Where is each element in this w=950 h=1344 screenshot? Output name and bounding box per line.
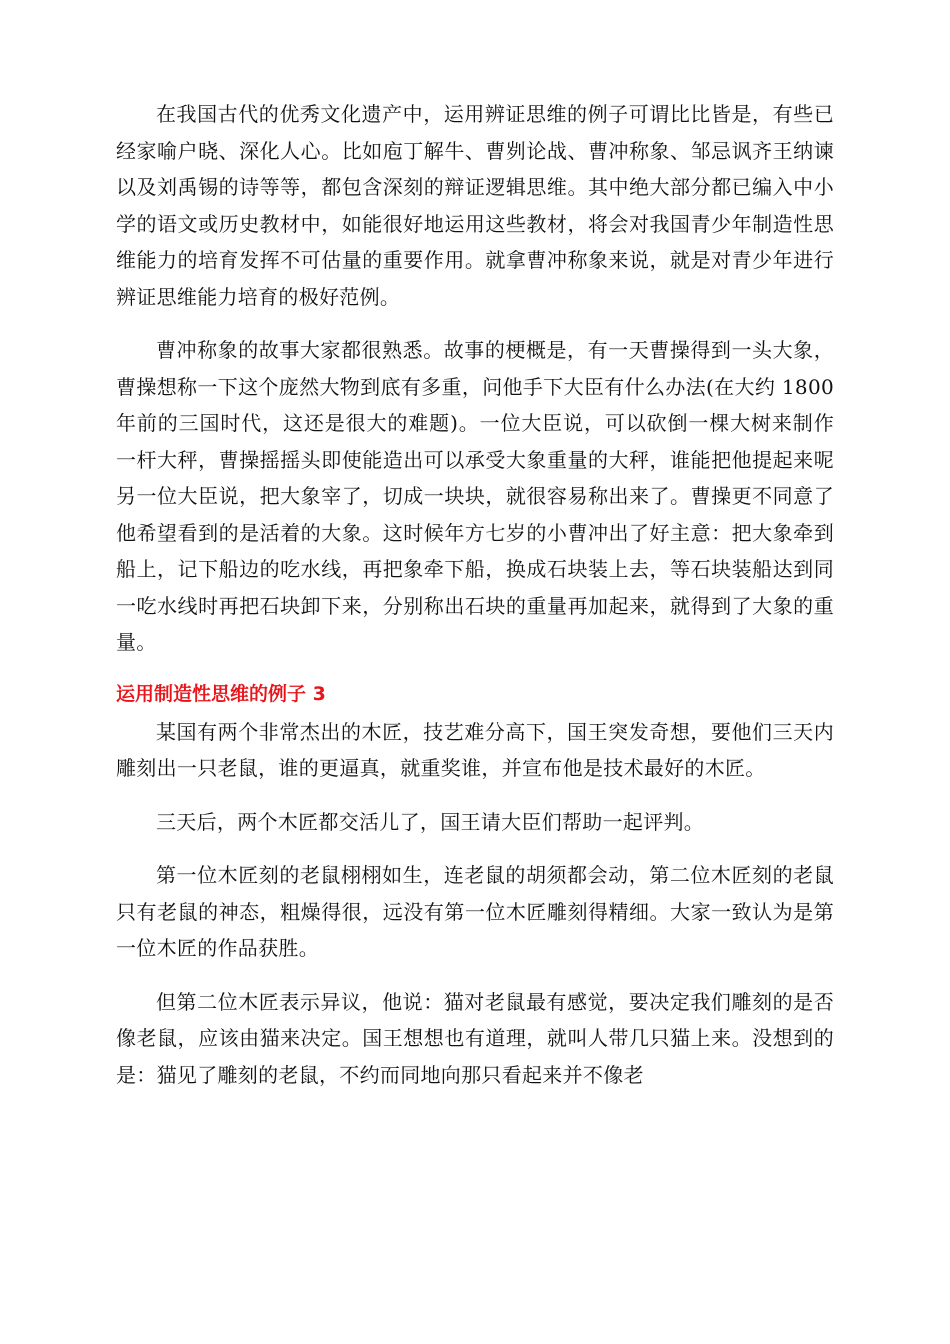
document-page	[116, 96, 834, 1110]
paragraph-cao-chong-story: 曹冲称象的故事大家都很熟悉。故事的梗概是，有一天曹操得到一头大象，曹操想称一下这个庞然大物到底有多重，问他手下大臣有什么办法(在大约 1800 年前的三国时代，这还是很大的难题)。一位大臣说，可以砍倒一棵大树来制作一杆大秤，曹操摇摇头即使能造出可以承受大象重量的大秤，谁能把他提起来呢另一位大臣说，把大象宰了，切成一块块，就很容易称出来了。曹操更不同意了他希望看到的是活着的大象。这时候年方七岁的小曹冲出了好主意：把大象牵到船上，记下船边的吃水线，再把象牵下船，换成石块装上去，等石块装船达到同一吃水线时再把石块卸下来，分别称出石块的重量再加起来，就得到了大象的重量。	[116, 338, 834, 654]
paragraph-second-carpenter: 但第二位木匠表示异议，他说：猫对老鼠最有感觉，要决定我们雕刻的是否像老鼠，应该由猫来决定。国王想想也有道理，就叫人带几只猫上来。没想到的是：猫见了雕刻的老鼠，不约而同地向那只看起来并不像老	[116, 989, 834, 1087]
paragraph-first-carpenter: 第一位木匠刻的老鼠栩栩如生，连老鼠的胡须都会动，第二位木匠刻的老鼠只有老鼠的神态，粗燥得很，远没有第一位木匠雕刻得精细。大家一致认为是第一位木匠的作品获胜。	[116, 863, 834, 960]
paragraph-carpenters: 某国有两个非常杰出的木匠，技艺难分高下，国王突发奇想，要他们三天内雕刻出一只老鼠，谁的更逼真，就重奖谁，并宣布他是技术最好的木匠。	[116, 719, 834, 780]
paragraph-intro: 在我国古代的优秀文化遗产中，运用辨证思维的例子可谓比比皆是，有些已经家喻户晓、深化人心。比如庖丁解牛、曹刿论战、曹冲称象、邹忌讽齐王纳谏以及刘禹锡的诗等等，都包含深刻的辩证逻辑思维。其中绝大部分都已编入中小学的语文或历史教材中，如能很好地运用这些教材，将会对我国青少年制造性思维能力的培育发挥不可估量的重要作用。就拿曹冲称象来说，就是对青少年进行辨证思维能力培育的极好范例。	[116, 102, 834, 309]
section-heading: 运用制造性思维的例子 3	[116, 682, 326, 705]
paragraph-three-days: 三天后，两个木匠都交活儿了，国王请大臣们帮助一起评判。	[156, 809, 705, 834]
